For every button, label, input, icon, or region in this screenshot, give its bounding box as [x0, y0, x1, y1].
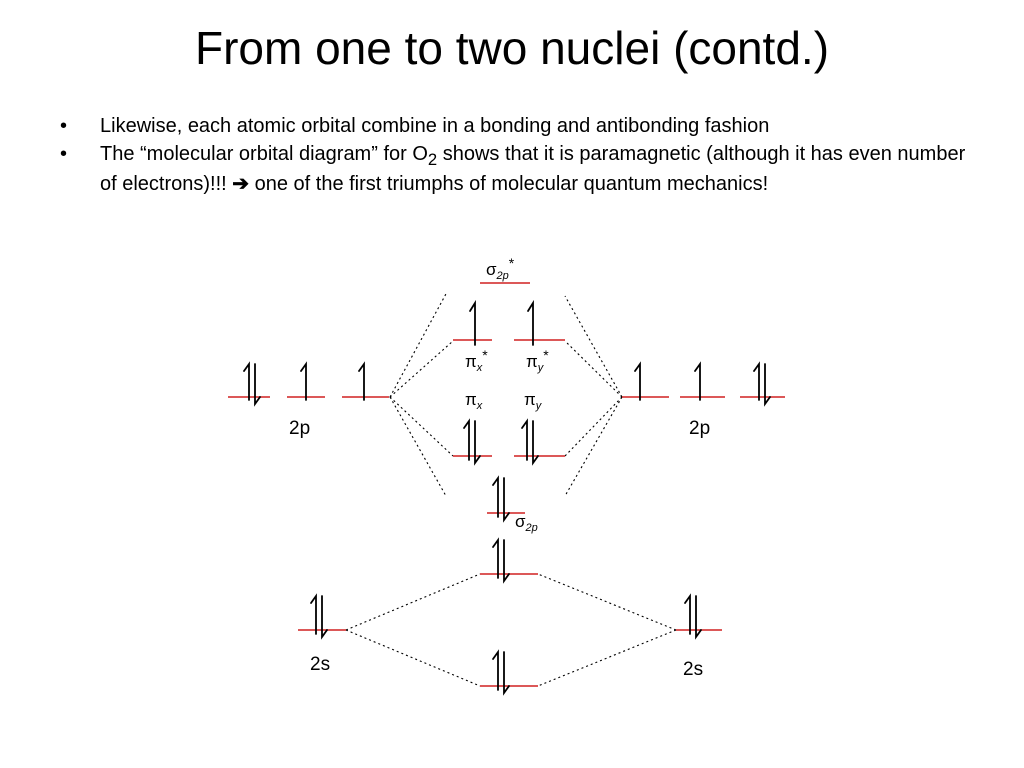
- connector-line: [390, 397, 446, 496]
- left-2p-label: 2p: [289, 418, 311, 439]
- right-2s-label: 2s: [683, 659, 704, 680]
- electron-down-arrow: [504, 540, 509, 581]
- connector-line: [565, 397, 622, 496]
- electron-up-arrow: [464, 421, 469, 460]
- bullet-text-part: The “molecular orbital diagram” for O: [100, 143, 428, 165]
- slide-title: From one to two nuclei (contd.): [194, 22, 830, 74]
- connector-line: [538, 630, 676, 686]
- connector-line: [390, 341, 453, 397]
- electron-up-arrow: [522, 421, 527, 460]
- electron-up-arrow: [493, 478, 498, 517]
- connector-line: [390, 397, 453, 456]
- electrons: [244, 303, 770, 693]
- pi-y-star-label: $\pi_y^*$: [526, 347, 549, 374]
- right-2p-label: 2p: [689, 418, 711, 439]
- pi-y-label: $\pi_y$: [524, 390, 542, 412]
- electron-up-arrow: [528, 303, 533, 345]
- subscript-text: 2: [427, 150, 438, 169]
- pi-x-label: $\pi_x$: [465, 390, 483, 412]
- electron-down-arrow: [255, 364, 260, 404]
- bullet-dot: •: [60, 143, 68, 165]
- electron-up-arrow: [244, 364, 249, 400]
- bullet-text-part: one of the first triumphs of molecular quantum mechanics!: [249, 173, 769, 195]
- sigma-star-2p-label: $\sigma_{2p}^*$: [486, 255, 515, 282]
- connector-line: [565, 296, 622, 397]
- pi-x-star-label: $\pi_x^*$: [465, 347, 488, 374]
- electron-up-arrow: [685, 596, 690, 634]
- bullet-text: Likewise, each atomic orbital combine in a bonding and antibonding fashion: [100, 115, 770, 137]
- energy-levels: [228, 283, 785, 686]
- electron-up-arrow: [470, 303, 475, 345]
- electron-up-arrow: [301, 364, 306, 400]
- electron-up-arrow: [359, 364, 364, 400]
- correlation-lines: [346, 292, 676, 686]
- electron-down-arrow: [504, 652, 509, 693]
- right-arrow-icon: ➔: [232, 173, 250, 195]
- left-2s-label: 2s: [310, 654, 331, 675]
- connector-line: [565, 341, 622, 397]
- electron-up-arrow: [493, 540, 498, 578]
- electron-up-arrow: [695, 364, 700, 400]
- connector-line: [538, 574, 676, 630]
- connector-line: [346, 574, 480, 630]
- bullet-dot: •: [60, 115, 68, 137]
- connector-line: [565, 397, 622, 456]
- electron-up-arrow: [635, 364, 640, 400]
- electron-up-arrow: [311, 596, 316, 634]
- connector-line: [390, 292, 447, 397]
- connector-line: [346, 630, 480, 686]
- electron-up-arrow: [754, 364, 759, 400]
- electron-down-arrow: [765, 364, 770, 404]
- electron-up-arrow: [493, 652, 498, 690]
- orbital-labels: [289, 255, 710, 680]
- electron-down-arrow: [322, 596, 327, 637]
- sigma-2p-label: $\sigma_{2p}$: [515, 512, 538, 534]
- electron-down-arrow: [696, 596, 701, 637]
- bullet-text-part: shows that it is paramagnetic (although it has even number of electrons)!!!: [100, 143, 966, 195]
